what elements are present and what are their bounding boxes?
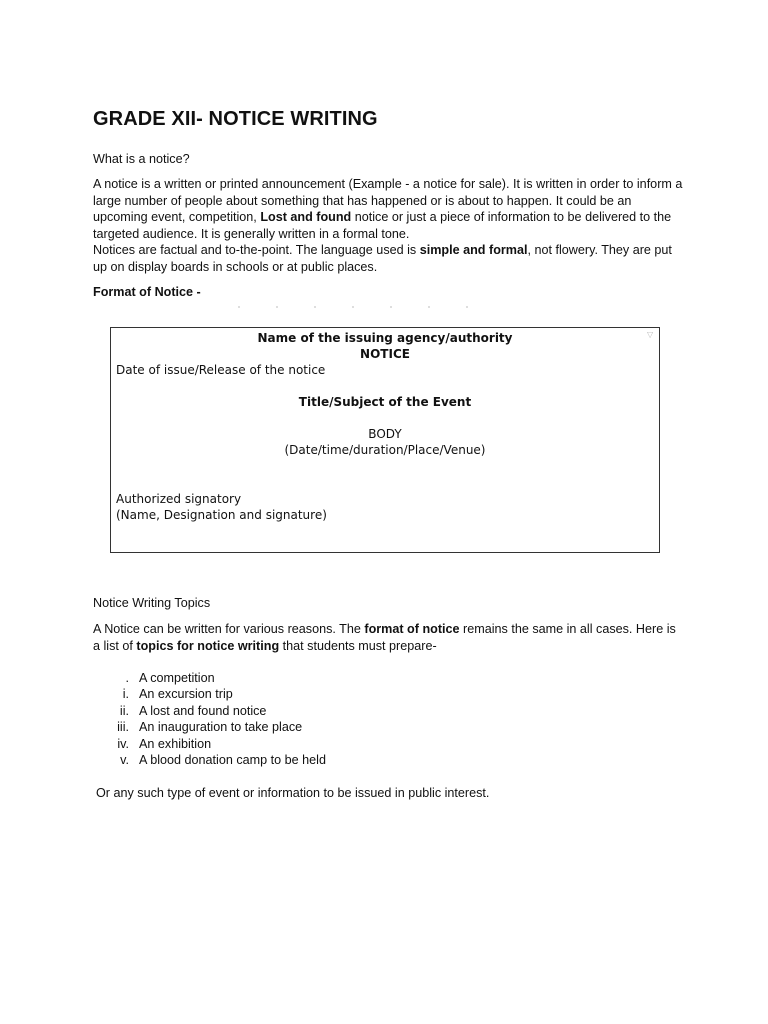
list-item — [93, 719, 593, 735]
question-text: What is a notice? — [93, 152, 190, 166]
notice-format-box — [110, 327, 660, 553]
topics-intro-bold-format: format of notice — [364, 622, 460, 636]
topics-intro-paragraph — [93, 621, 683, 654]
list-item-text: A blood donation camp to be held — [139, 752, 326, 767]
notice-signatory: Authorized signatory — [116, 492, 242, 506]
list-item-text: An exhibition — [139, 736, 212, 751]
faint-text-artifact — [220, 305, 490, 309]
notice-heading: NOTICE — [360, 347, 410, 361]
list-item-text: An inauguration to take place — [139, 720, 303, 735]
closing-text: Or any such type of event or information to be issued in public interest. — [96, 786, 490, 800]
language-text-2: , not flowery. They are put up on display boards in schools or at public places. — [93, 243, 672, 274]
topics-heading: Notice Writing Topics — [93, 596, 211, 610]
list-item-text: A competition — [139, 671, 215, 685]
definition-bold-lost-found: Lost and found — [260, 210, 352, 224]
definition-text-1: A notice is a written or printed announcement (Example - a notice for sale). It is written in order to inform a large number of people about something that has happened or is about to happen. It could be an upcoming event, competition, — [93, 177, 683, 224]
list-item — [93, 686, 593, 702]
dropdown-arrow-icon: ▽ — [647, 330, 654, 339]
notice-date: Date of issue/Release of the notice — [116, 363, 326, 377]
list-item-text: An excursion trip — [139, 687, 233, 702]
page-title: GRADE XII- NOTICE WRITING — [93, 108, 378, 130]
list-item-number: iv. — [117, 736, 129, 751]
notice-agency: Name of the issuing agency/authority — [257, 331, 513, 345]
topics-intro-bold-topics: topics for notice writing — [136, 638, 280, 653]
language-bold-simple-formal: simple and formal — [419, 243, 528, 257]
notice-body: BODY — [368, 427, 402, 441]
list-item-number: . — [125, 671, 129, 685]
list-item — [93, 752, 593, 768]
list-item-number: iii. — [117, 720, 129, 735]
language-paragraph — [93, 242, 683, 275]
topics-intro-text-1: A Notice can be written for various reasons. The — [93, 622, 365, 636]
list-item — [93, 736, 593, 752]
definition-paragraph — [93, 176, 683, 242]
notice-body-details: (Date/time/duration/Place/Venue) — [284, 443, 486, 457]
list-item — [93, 703, 593, 719]
notice-subject: Title/Subject of the Event — [298, 395, 472, 409]
topics-intro-text-2: remains the same in all cases. Here is a list of — [93, 622, 676, 653]
notice-signatory-details: (Name, Designation and signature) — [116, 508, 327, 522]
list-item-number: v. — [120, 752, 129, 767]
list-item-text: A lost and found notice — [139, 703, 267, 718]
topics-list — [93, 670, 593, 768]
format-heading: Format of Notice - — [93, 285, 201, 299]
list-item-number: i. — [122, 687, 129, 702]
language-text-1: Notices are factual and to-the-point. The language used is — [93, 243, 420, 257]
list-item-number: ii. — [119, 703, 129, 718]
topics-intro-text-3: that students must prepare- — [279, 638, 437, 653]
definition-text-2: notice or just a piece of information to be delivered to the targeted audience. It is generally written in a formal tone. — [93, 210, 672, 241]
list-item — [93, 670, 593, 686]
